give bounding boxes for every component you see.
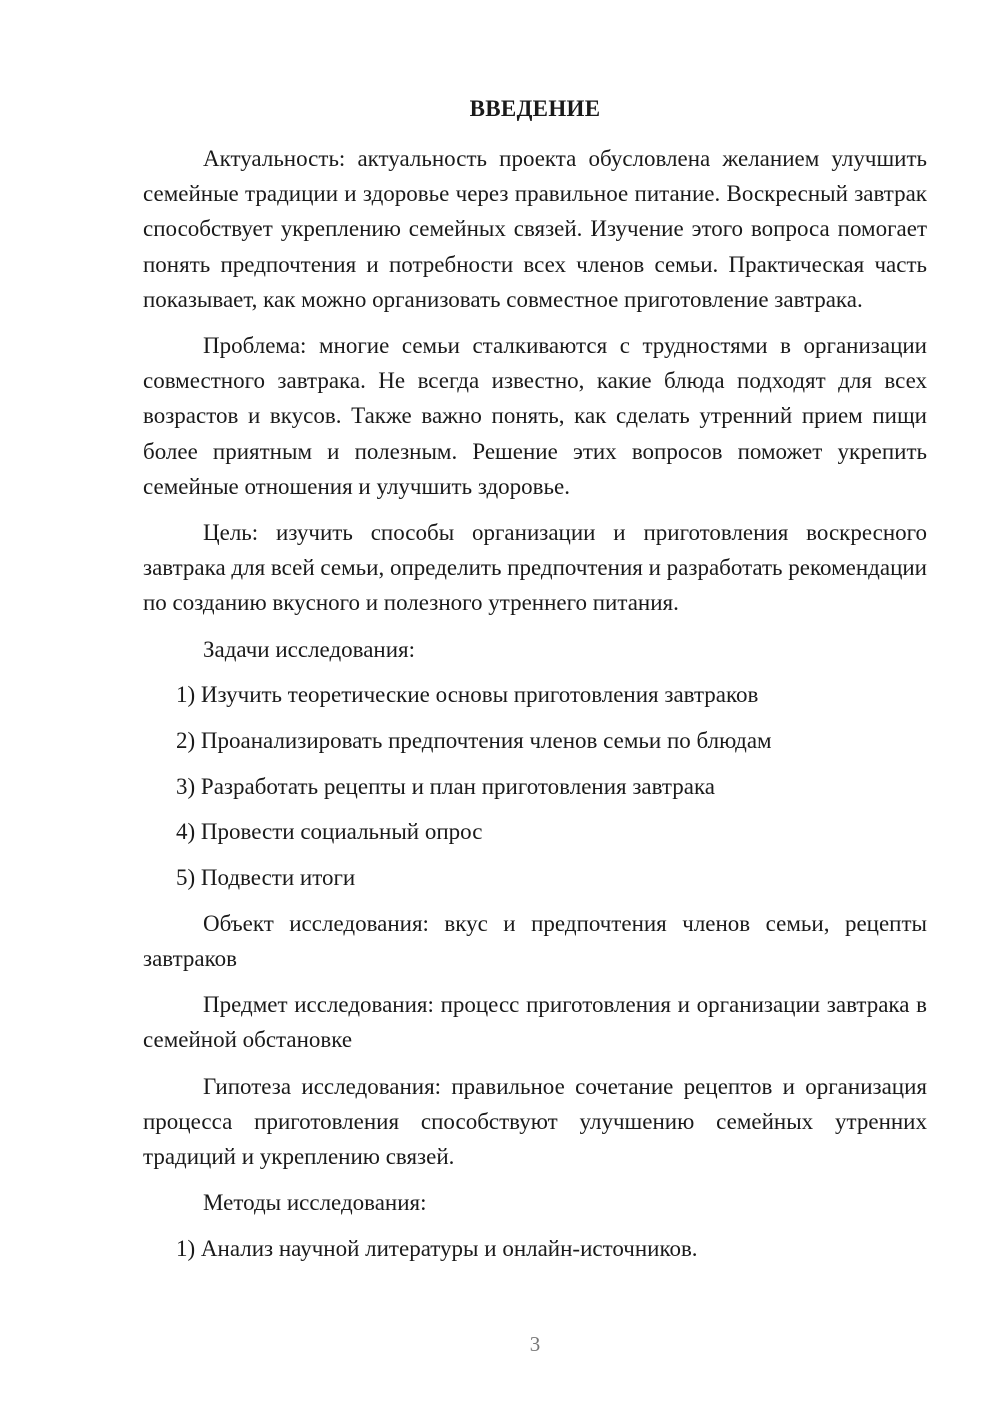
goal-paragraph: Цель: изучить способы организации и приготовления воскресного завтрака для всей семьи, определить предпочтения и разработать рекомендации по созданию вкусного и полезного утреннего питания. bbox=[143, 520, 927, 616]
list-item: 2) Проанализировать предпочтения членов семьи по блюдам bbox=[176, 728, 772, 754]
page-number: 3 bbox=[529, 1332, 541, 1356]
list-item: 4) Провести социальный опрос bbox=[176, 819, 483, 845]
document-body bbox=[143, 141, 927, 1277]
list-item: 3) Разработать рецепты и план приготовления завтрака bbox=[176, 773, 716, 799]
hypothesis-paragraph: Гипотеза исследования: правильное сочетание рецептов и организация процесса приготовления способствуют улучшению семейных утренних традиций и укреплению связей. bbox=[143, 1073, 927, 1170]
list-item: 1) Изучить теоретические основы приготовления завтраков bbox=[176, 682, 759, 708]
problem-paragraph: Проблема: многие семьи сталкиваются с трудностями в организации совместного завтрака. Не всегда известно, какие блюда подходят для всех возрастов и вкусов. Также важно понять, как сделать утренний прием пищи более приятным и полезным. Решение этих вопросов поможет укрепить семейные отношения и улучшить здоровье. bbox=[143, 333, 927, 499]
list-item: 5) Подвести итоги bbox=[176, 865, 356, 891]
relevance-paragraph: Актуальность: актуальность проекта обусловлена желанием улучшить семейные традиции и здоровье через правильное питание. Воскресный завтрак способствует укреплению семейных связей. Изучение этого вопроса помогает понять предпочтения и потребности всех членов семьи. Практическая часть показывает, как можно организовать совместное приготовление завтрака. bbox=[143, 146, 927, 312]
page-title: ВВЕДЕНИЕ bbox=[469, 96, 601, 121]
object-paragraph: Объект исследования: вкус и предпочтения членов семьи, рецепты завтраков bbox=[143, 910, 927, 972]
list-item: 1) Анализ научной литературы и онлайн-источников. bbox=[176, 1235, 698, 1261]
subject-paragraph: Предмет исследования: процесс приготовления и организации завтрака в семейной обстановке bbox=[143, 992, 927, 1053]
methods-heading: Методы исследования: bbox=[203, 1190, 427, 1216]
methods-list bbox=[143, 1231, 927, 1266]
tasks-heading: Задачи исследования: bbox=[203, 636, 416, 662]
tasks-list bbox=[143, 677, 927, 895]
